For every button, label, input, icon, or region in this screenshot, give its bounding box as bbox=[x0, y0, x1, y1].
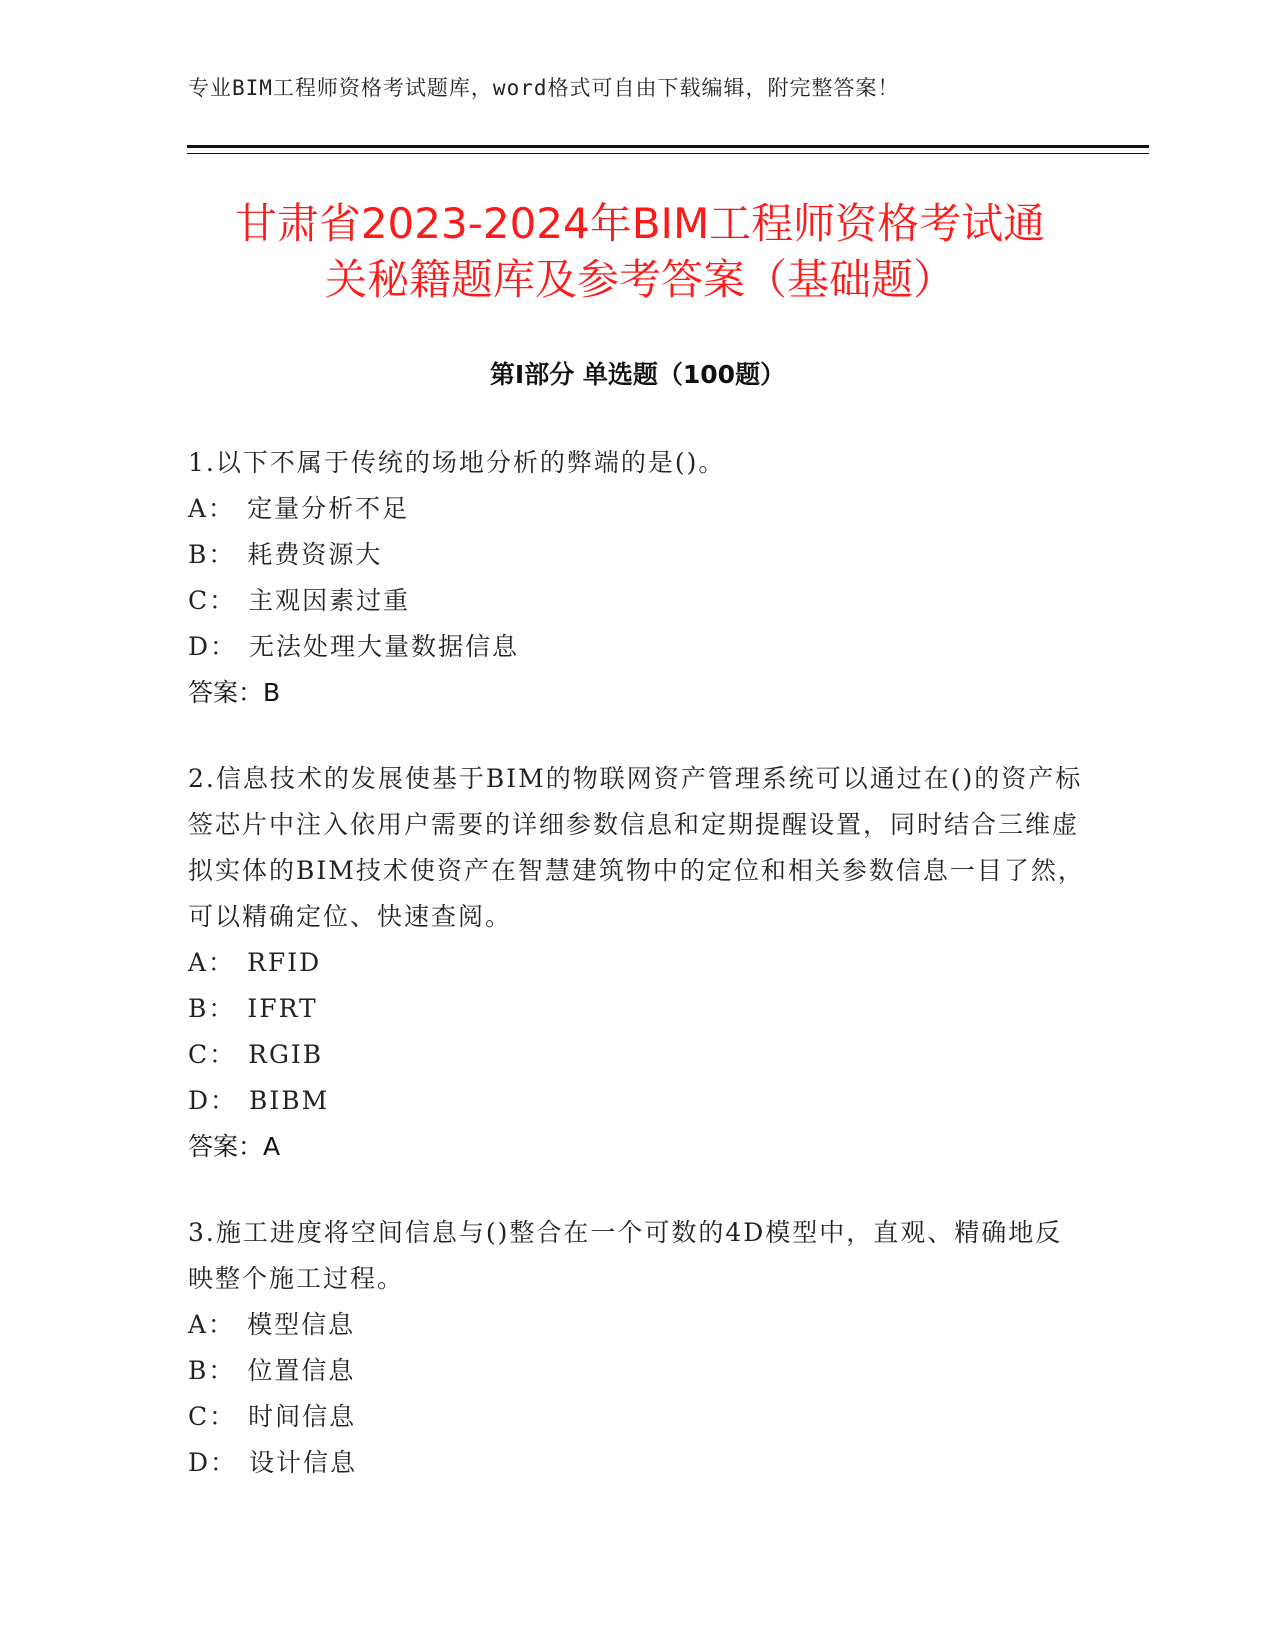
option-key: C： bbox=[188, 1402, 237, 1431]
document-title bbox=[190, 196, 1090, 308]
header-divider-thin bbox=[187, 153, 1149, 154]
section-heading: 第Ⅰ部分 单选题（100题） bbox=[489, 360, 786, 389]
option-d bbox=[188, 1440, 1088, 1486]
option-key: D： bbox=[188, 1086, 238, 1115]
option-c bbox=[188, 1032, 1088, 1078]
option-key: D： bbox=[188, 1448, 238, 1477]
option-a bbox=[188, 940, 1088, 986]
option-text: IFRT bbox=[247, 994, 318, 1023]
option-key: B： bbox=[188, 540, 236, 569]
option-key: C： bbox=[188, 586, 237, 615]
answer-line: 答案：B bbox=[188, 678, 281, 707]
question-2 bbox=[188, 756, 1088, 1170]
question-1 bbox=[188, 440, 1088, 716]
option-text: RFID bbox=[247, 948, 322, 977]
document-title-line-2: 关秘籍题库及参考答案（基础题） bbox=[324, 255, 955, 304]
option-text: 定量分析不足 bbox=[247, 494, 410, 523]
option-text: 耗费资源大 bbox=[247, 540, 383, 569]
option-b bbox=[188, 532, 1088, 578]
option-b bbox=[188, 1348, 1088, 1394]
option-a bbox=[188, 486, 1088, 532]
question-stem: 1.以下不属于传统的场地分析的弊端的是()。 bbox=[188, 448, 726, 477]
option-key: D： bbox=[188, 632, 238, 661]
option-d bbox=[188, 1078, 1088, 1124]
option-text: 时间信息 bbox=[248, 1402, 357, 1431]
option-b bbox=[188, 986, 1088, 1032]
option-text: 模型信息 bbox=[247, 1310, 356, 1339]
question-stem: 3.施工进度将空间信息与()整合在一个可数的4D模型中，直观、精确地反映整个施工过程。 bbox=[188, 1218, 1063, 1293]
option-text: BIBM bbox=[249, 1086, 330, 1115]
answer-line: 答案：A bbox=[188, 1132, 281, 1161]
header-divider-thick bbox=[187, 145, 1149, 148]
option-key: A： bbox=[188, 1310, 236, 1339]
option-text: 设计信息 bbox=[249, 1448, 358, 1477]
question-stem: 2.信息技术的发展使基于BIM的物联网资产管理系统可以通过在()的资产标签芯片中注入依用户需要的详细参数信息和定期提醒设置，同时结合三维虚拟实体的BIM技术使资产在智慧建筑物中的定位和相关参数信息一目了然，可以精确定位、快速查阅。 bbox=[188, 764, 1085, 931]
option-key: C： bbox=[188, 1040, 237, 1069]
option-text: 无法处理大量数据信息 bbox=[249, 632, 520, 661]
option-key: B： bbox=[188, 994, 236, 1023]
option-text: 位置信息 bbox=[247, 1356, 356, 1385]
option-d bbox=[188, 624, 1088, 670]
option-key: B： bbox=[188, 1356, 236, 1385]
option-c bbox=[188, 1394, 1088, 1440]
document-title-line-1: 甘肃省2023-2024年BIM工程师资格考试通 bbox=[234, 199, 1046, 248]
header-note: 专业BIM工程师资格考试题库，word格式可自由下载编辑，附完整答案！ bbox=[188, 76, 900, 100]
option-a bbox=[188, 1302, 1088, 1348]
option-text: RGIB bbox=[248, 1040, 324, 1069]
option-key: A： bbox=[188, 948, 236, 977]
option-text: 主观因素过重 bbox=[248, 586, 411, 615]
option-c bbox=[188, 578, 1088, 624]
question-list bbox=[188, 440, 1088, 1526]
option-key: A： bbox=[188, 494, 236, 523]
question-3 bbox=[188, 1210, 1088, 1486]
